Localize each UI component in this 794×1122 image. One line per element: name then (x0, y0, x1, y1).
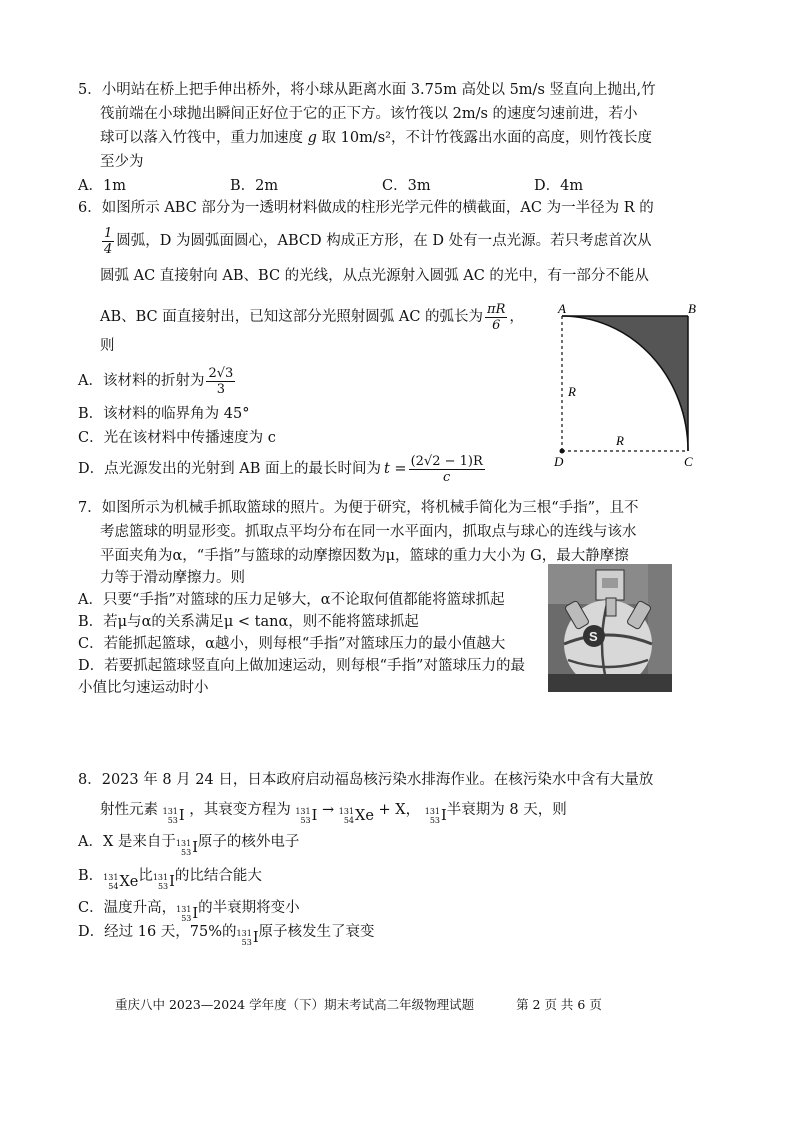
footer-page-number: 第 2 页 共 6 页 (516, 997, 602, 1012)
label-a: A (558, 301, 566, 316)
q6-line4: AB、BC 面直接射出，已知这部分光照射圆弧 AC 的弧长为 $\frac{\pi R}{6}$ ， (100, 301, 524, 333)
q6-option-a: A．该材料的折射为 $\frac{2√3}{3}$ (78, 365, 234, 397)
q8-line1: 8．2023 年 8 月 24 日，日本政府启动福岛核污染水排海作业。在核污染水中含有大量放 (78, 772, 654, 788)
q6-quarter-circle-figure (548, 300, 708, 470)
q8-option-a: A．X 是来自于 131 53 I 原子的核外电子 (78, 834, 300, 857)
q6-line4-text: AB、BC 面直接射出，已知这部分光照射圆弧 AC 的弧长为 (100, 309, 484, 325)
q6-line5: 则 (100, 338, 115, 354)
q6-arc-fraction: $\frac{\pi R}{6}$ (487, 301, 506, 333)
q5-line1: 5．小明站在桥上把手伸出桥外，将小球从距离水面 3.75m 高处以 5m/s 竖直向上抛出,竹 (78, 82, 656, 98)
page-footer (115, 995, 602, 1013)
q7-option-d-line2: 小值比匀速运动时小 (78, 680, 209, 696)
q5-line3-text-a: 球可以落入竹筏中，重力加速度 (100, 130, 303, 146)
q6-option-a-fraction: $\frac{2√3}{3}$ (208, 365, 234, 397)
decay-arrow: → (321, 802, 335, 818)
q5-option-c: C．3m (382, 178, 431, 194)
q8b-xenon: 131 54 Xe (103, 873, 139, 891)
q5-line4: 至少为 (100, 154, 144, 170)
q7-option-c: C．若能抓起篮球，α越小，则每根“手指”对篮球压力的最小值越大 (78, 636, 506, 652)
footer-school: 重庆八中 2023—2024 学年度（下）期末考试高二年级物理试题 (115, 997, 475, 1012)
q8c-iodine: 131 53 I (176, 905, 199, 923)
q7-line3: 平面夹角为α，“手指”与篮球的动摩擦因数为μ，篮球的重力大小为 G，最大静摩擦 (100, 548, 629, 564)
decay-eq-xenon: 131 54 Xe (338, 807, 374, 825)
q5-line3 (100, 128, 652, 148)
q8-option-b: B． 131 54 Xe 比 131 53 I 的比结合能大 (78, 868, 262, 891)
q5-line2: 筏前端在小球抛出瞬间正好位于它的正下方。该竹筏以 2m/s 的速度匀速前进，若小 (100, 106, 638, 122)
iodine-131-nuclide: 131 53 I (162, 807, 185, 825)
q7-line4: 力等于滑动摩擦力。则 (100, 570, 245, 586)
q6-option-b: B．该材料的临界角为 45° (78, 406, 250, 422)
label-r-vertical: R (568, 384, 576, 399)
point-d-dot (560, 449, 565, 454)
q8-option-d: D．经过 16 天，75%的 131 53 I 原子核发生了衰变 (78, 924, 375, 947)
ball-letter: S (589, 629, 598, 644)
q8-line2: 射性元素 131 53 I ，其衰变方程为 131 53 I → 131 54 Xe + X， 131 53 I 半衰期为 8 天，则 (100, 802, 567, 825)
q7-option-a: A．只要“手指”对篮球的压力足够大，α不论取何值都能将篮球抓起 (78, 592, 505, 608)
q6-line2 (100, 224, 652, 258)
q6-option-d: D．点光源发出的光射到 AB 面上的最长时间为 t = $\frac{(2√2 - 1)R}{c}$ (78, 453, 483, 485)
q7-line2: 考虑篮球的明显形变。抓取点平均分布在同一水平面内，抓取点与球心的连线与该水 (100, 524, 637, 540)
label-r-horizontal: R (616, 433, 624, 448)
q5-option-b: B．2m (230, 178, 279, 194)
q6-line3: 圆弧 AC 直接射向 AB、BC 的光线，从点光源射入圆弧 AC 的光中，有一部分不能从 (100, 268, 649, 284)
photo-drawing (548, 564, 672, 692)
q5-line3-text-b: 取 10m/s²，不计竹筏露出水面的高度，则竹筏长度 (321, 130, 652, 146)
q8d-iodine: 131 53 I (236, 929, 259, 947)
label-d: D (554, 454, 564, 469)
q7-line1: 7．如图所示为机械手抓取篮球的照片。为便于研究，将机械手简化为三根“手指”，且不 (78, 500, 639, 516)
decay-eq-iodine: 131 53 I (295, 807, 318, 825)
q6-option-c: C．光在该材料中传播速度为 c (78, 430, 276, 446)
q6-option-d-fraction: $\frac{(2√2 - 1)R}{c}$ (410, 453, 483, 485)
q8a-iodine: 131 53 I (175, 839, 198, 857)
shaded-region (562, 316, 688, 451)
robot-hand-basketball-photo (548, 564, 672, 692)
q5-option-a: A．1m (78, 178, 126, 194)
q8-option-c: C．温度升高， 131 53 I 的半衰期将变小 (78, 900, 300, 923)
q6-line2-text: 圆弧，D 为圆弧面圆心，ABCD 构成正方形，在 D 处有一点光源。若只考虑首次从 (116, 233, 652, 249)
q7-option-d-line1: D．若要抓起篮球竖直向上做加速运动，则每根“手指”对篮球压力的最 (78, 658, 525, 674)
q6-quarter-fraction: $\frac{1}{4}$ (104, 225, 113, 257)
q5-g-symbol: g (307, 130, 317, 146)
q8b-iodine: 131 53 I (152, 873, 175, 891)
label-b: B (688, 301, 696, 316)
q6-line1: 6．如图所示 ABC 部分为一透明材料做成的柱形光学元件的横截面，AC 为一半径为 R 的 (78, 200, 654, 216)
label-c: C (684, 454, 693, 469)
q7-option-b: B．若μ与α的关系满足μ < tanα，则不能将篮球抓起 (78, 614, 419, 630)
iodine-halflife-nuclide: 131 53 I (424, 807, 447, 825)
q5-option-d: D．4m (534, 178, 584, 194)
